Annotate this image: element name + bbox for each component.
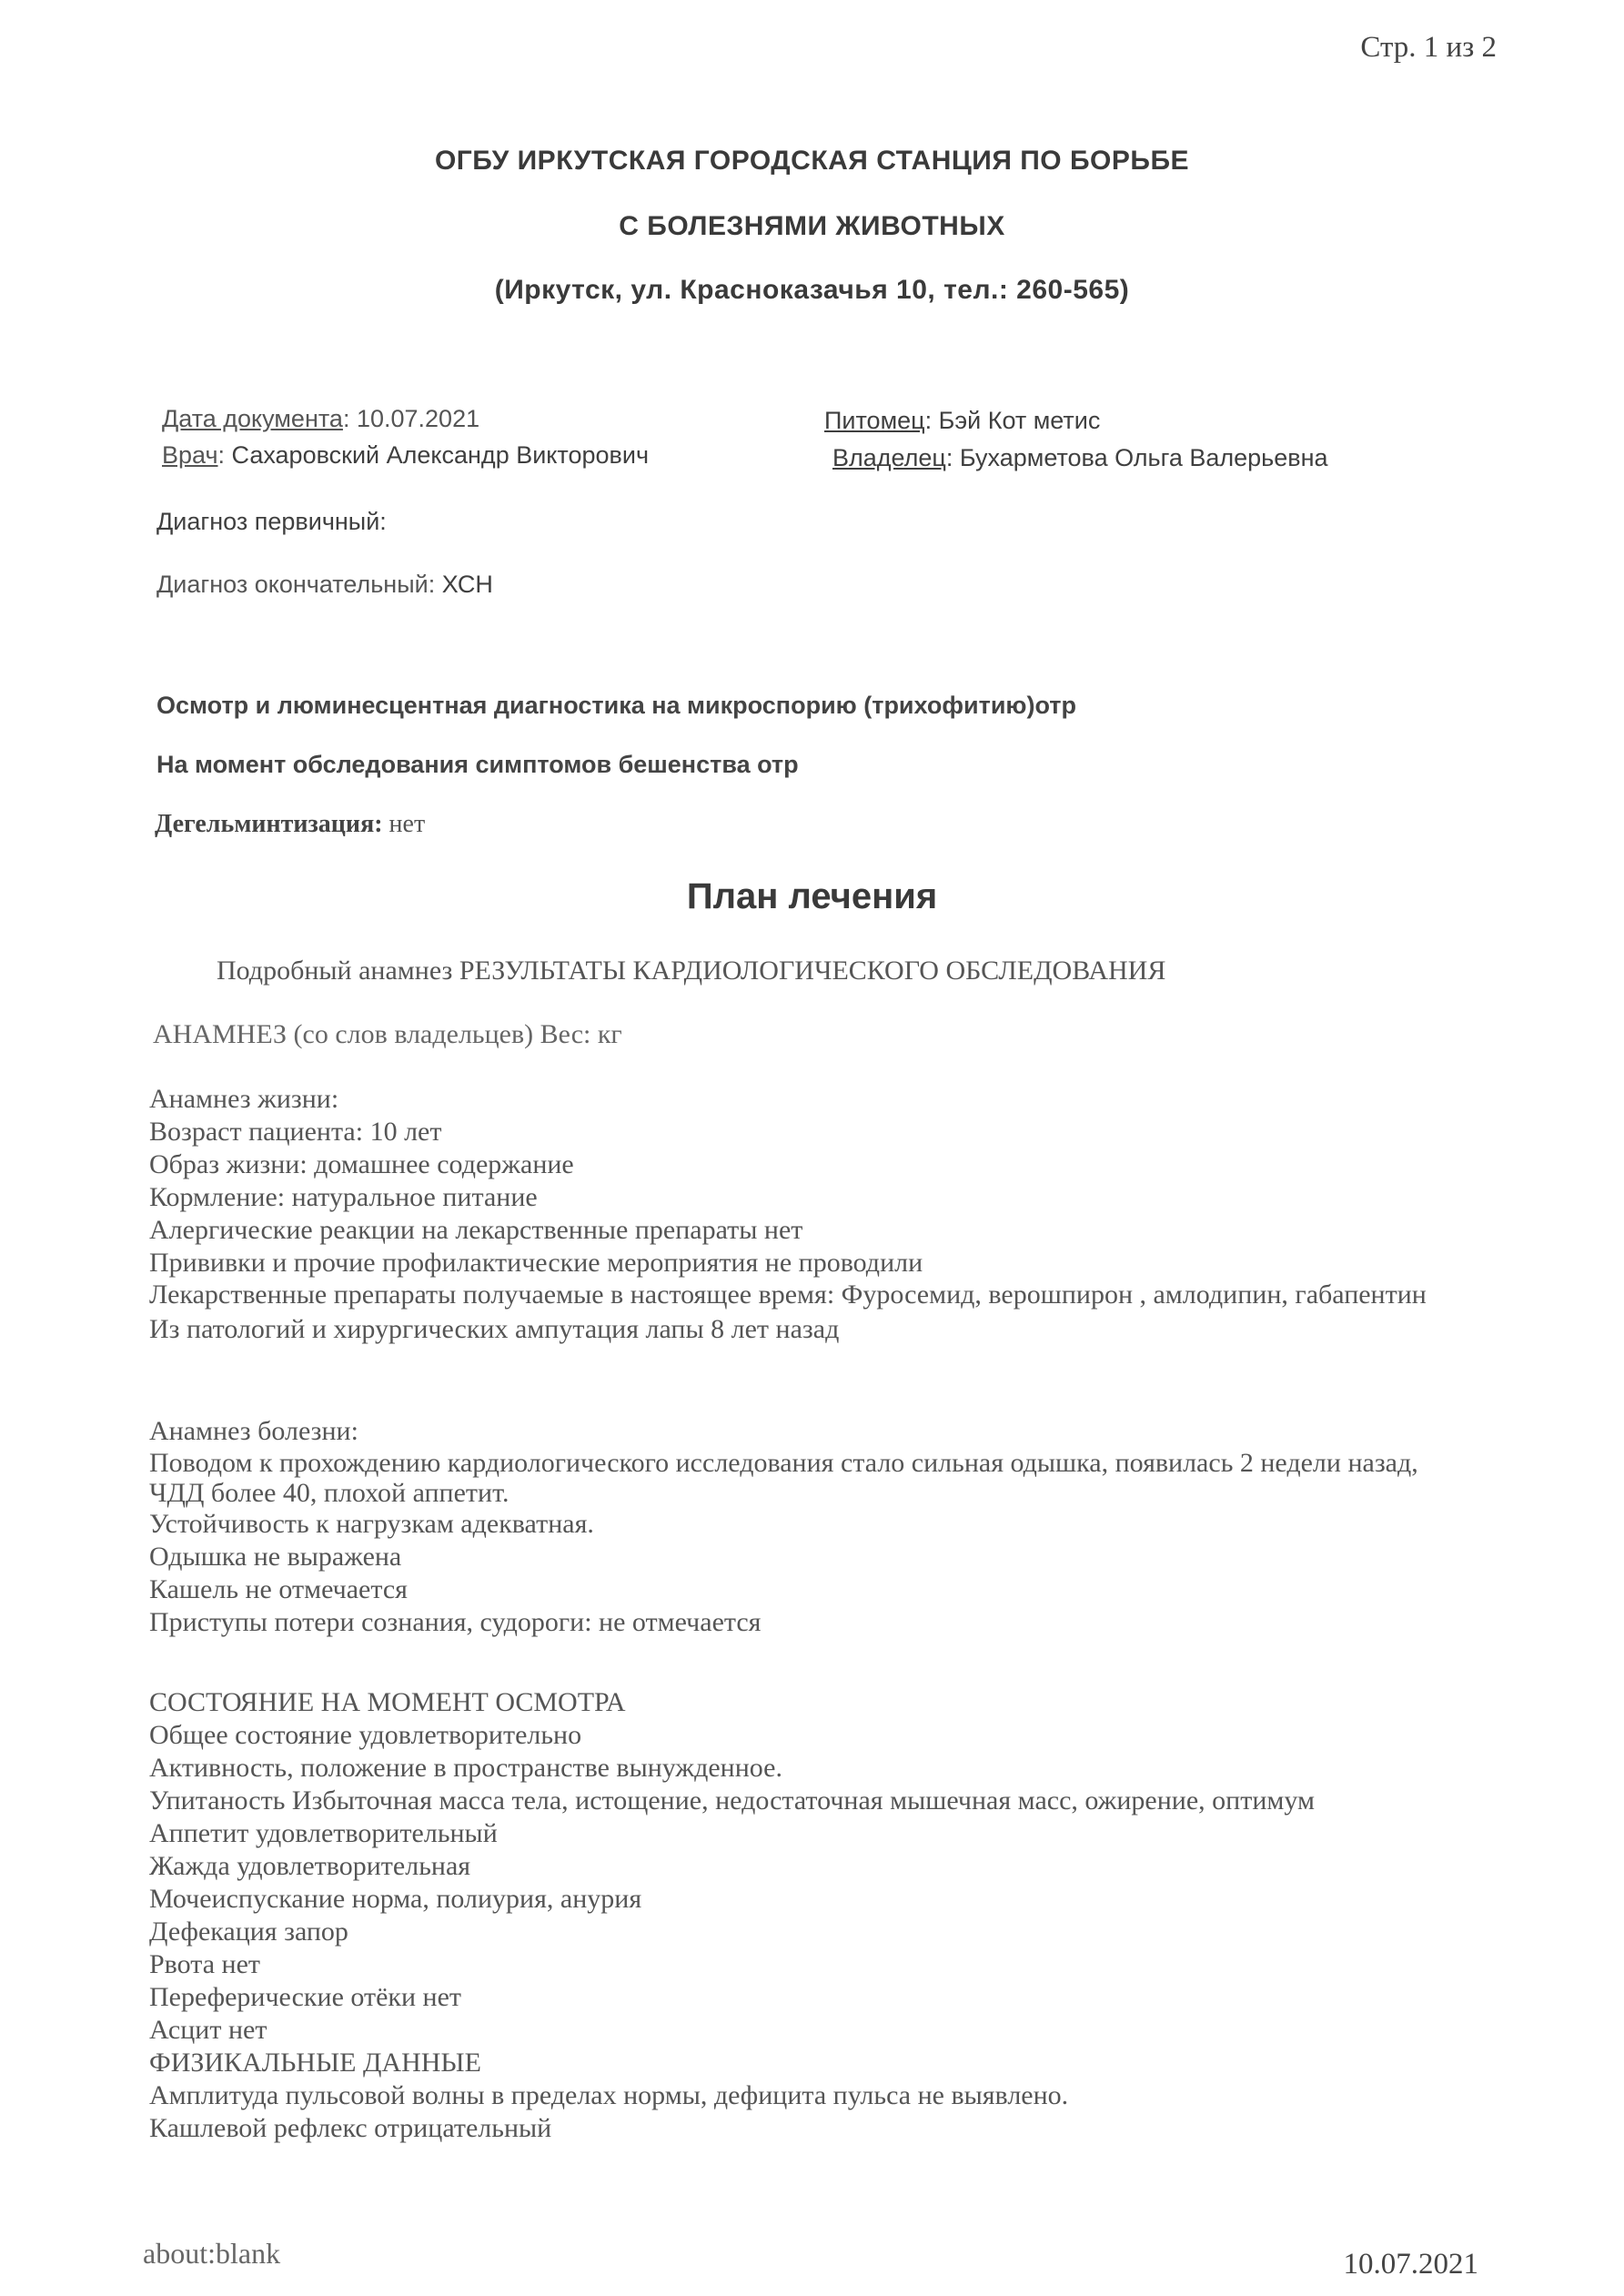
life-anamnesis [149,1083,1478,1346]
state-at-exam [149,1686,1478,2145]
physical-data-heading: ФИЗИКАЛЬНЫЕ ДАННЫЕ [149,2048,481,2078]
list-item: Рвота нет [149,1949,261,1979]
doctor-label: Врач [162,441,218,469]
doctor: Врач: Сахаровский Александр Викторович [162,441,650,469]
state-heading: СОСТОЯНИЕ НА МОМЕНТ ОСМОТРА [149,1687,626,1717]
diagnosis-final-value: ХСН [441,571,493,598]
anamnesis-heading: Подробный анамнез РЕЗУЛЬТАТЫ КАРДИОЛОГИЧЕСКОГО ОБСЛЕДОВАНИЯ [217,956,1166,986]
owner-value: Бухарметова Ольга Валерьевна [959,444,1328,471]
document-date-text: 10.07.2021 [356,405,480,432]
pet: Питомец: Бэй Кот метис [824,407,1101,434]
list-item: Образ жизни: домашнее содержание [149,1149,574,1179]
list-item: Дефекация запор [149,1917,348,1947]
diagnosis-final [156,571,493,599]
deworming [155,810,425,839]
footer-date: 10.07.2021 [1343,2248,1478,2281]
exam-rabies-line: На момент обследования симптомов бешенства отр [156,751,799,778]
list-item: Мочеиспускание норма, полиурия, анурия [149,1884,642,1914]
plan-title: План лечения [686,876,938,916]
list-item: Кормление: натуральное питание [149,1182,538,1212]
pet-label: Питомец [824,407,925,434]
list-item: Амплитуда пульсовой волны в пределах нормы, дефицита пульса не выявлено. [149,2080,1069,2110]
document-date-value: : 10.07.2021 [342,405,480,432]
owner: Владелец: Бухарметова Ольга Валерьевна [832,444,1328,471]
document-date [162,405,479,433]
header-org-line1: ОГБУ ИРКУТСКАЯ ГОРОДСКАЯ СТАНЦИЯ ПО БОРЬБЕ [434,146,1190,176]
list-item: Кашлевой рефлекс отрицательный [149,2113,552,2143]
doctor-value: Сахаровский Александр Викторович [231,441,650,469]
list-item: Асцит нет [149,2015,267,2045]
list-item: Одышка не выражена [149,1542,402,1572]
document-date-label: Дата документа [162,405,343,432]
weight-line: АНАМНЕЗ (со слов владельцев) Вес: кг [153,1019,622,1049]
header-org-line2: С БОЛЕЗНЯМИ ЖИВОТНЫХ [619,211,1005,241]
owner-label: Владелец [832,444,946,471]
footer-url: about:blank [143,2237,281,2270]
list-item: Общее состояние удовлетворительно [149,1720,582,1750]
list-item: Упитаность Избыточная масса тела, истощение, недостаточная мышечная масс, ожирение, оптимум [149,1785,1315,1816]
list-item: Поводом к прохождению кардиологического исследования стало сильная одышка, появилась 2 недели назад, ЧДД более 40, плохой аппетит. [149,1448,1418,1508]
list-item: Прививки и прочие профилактические мероприятия не проводили [149,1248,923,1278]
page-number: Стр. 1 из 2 [1360,31,1497,64]
list-item: Активность, положение в пространстве вынужденное. [149,1753,782,1783]
list-item: Возраст пациента: 10 лет [149,1117,442,1147]
deworming-label: Дегельминтизация: [155,810,383,838]
list-item: Лекарственные препараты получаемые в настоящее время: Фуросемид, верошпирон , амлодипин, габапентин [149,1279,1427,1310]
diagnosis-primary: Диагноз первичный: [156,508,387,535]
deworming-value: нет [388,810,426,838]
pet-value: Бэй Кот метис [938,407,1101,434]
list-item: Переферические отёки нет [149,1982,462,2012]
list-item: Из патологий и хирургических ампутация лапы 8 лет назад [149,1314,840,1344]
diagnosis-final-label: Диагноз окончательный: [156,571,436,598]
exam-microsporia-line: Осмотр и люминесцентная диагностика на микроспорию (трихофитию)отр [156,692,1076,719]
list-item: Жажда удовлетворительная [149,1851,471,1881]
list-item: Устойчивость к нагрузкам адекватная. [149,1509,594,1539]
disease-anamnesis-title: Анамнез болезни: [149,1416,358,1446]
life-anamnesis-title: Анамнез жизни: [149,1084,339,1114]
header-address: (Иркутск, ул. Красноказачья 10, тел.: 260-565) [494,275,1130,305]
list-item: Кашель не отмечается [149,1574,408,1604]
disease-anamnesis [149,1415,1478,1639]
list-item: Аппетит удовлетворительный [149,1818,498,1848]
list-item: Алергические реакции на лекарственные препараты нет [149,1215,803,1245]
list-item: Приступы потери сознания, судороги: не отмечается [149,1607,762,1637]
